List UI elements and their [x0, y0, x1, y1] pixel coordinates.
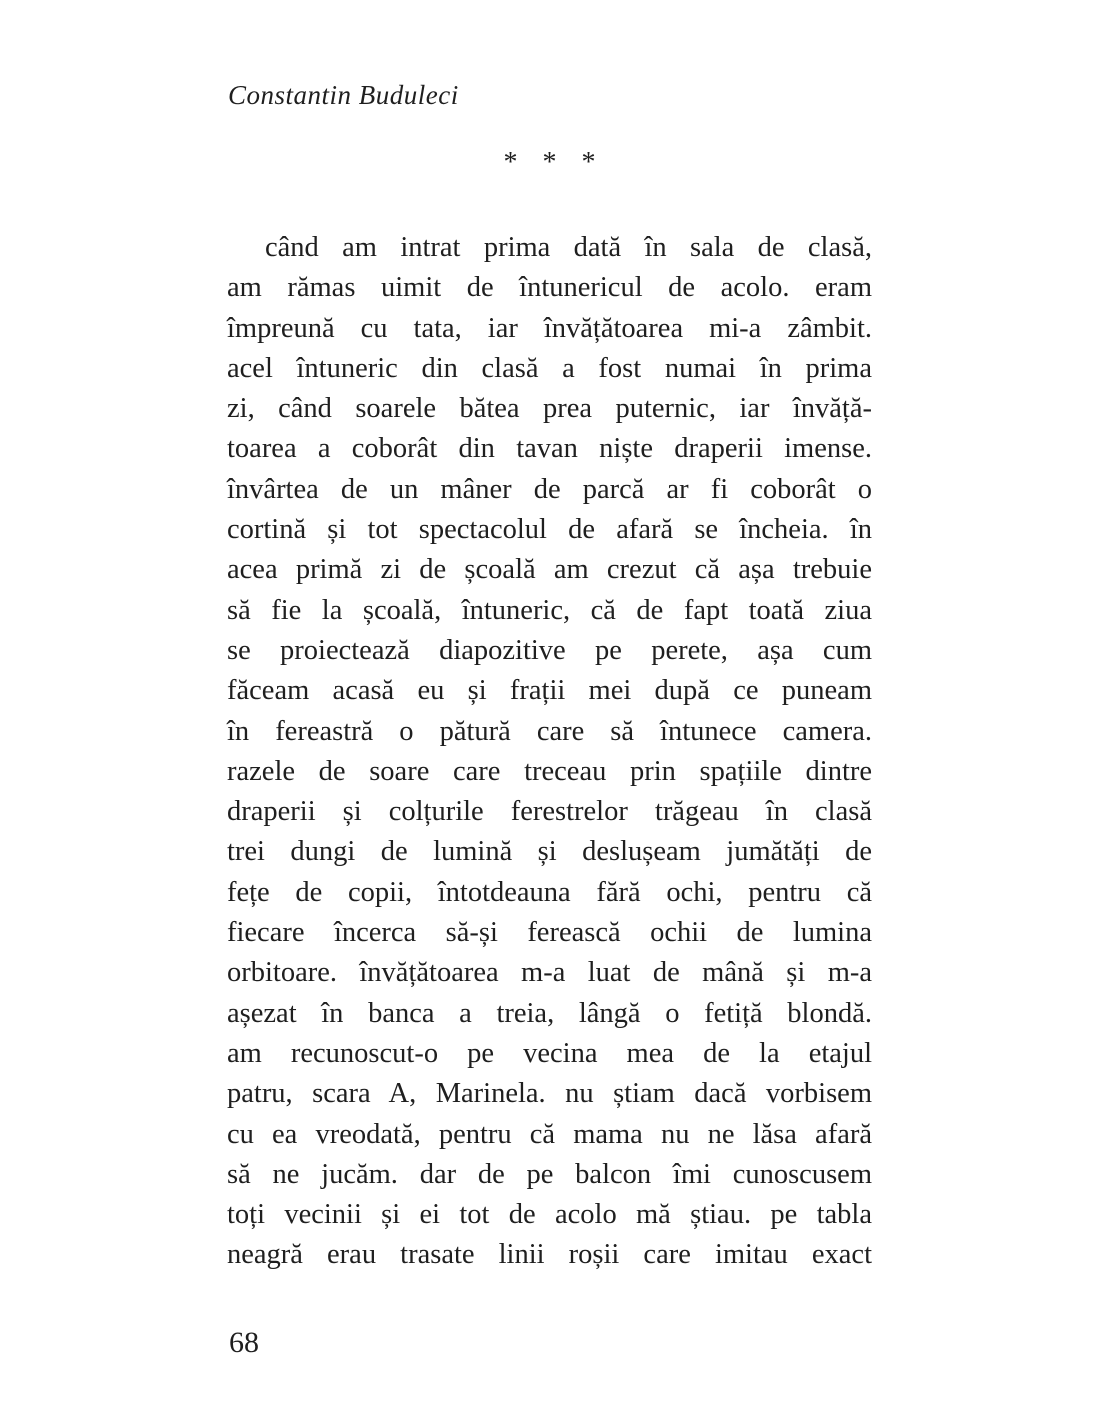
text-line: acea primă zi de școală am crezut că așa trebuie — [227, 554, 872, 586]
text-line: împreună cu tata, iar învățătoarea mi-a zâmbit. — [227, 312, 872, 344]
text-line: când am intrat prima dată în sala de clasă, — [265, 232, 872, 263]
text-line: cu ea vreodată, pentru că mama nu ne lăsa afară — [227, 1118, 872, 1150]
text-line: trei dungi de lumină și deslușeam jumătăți de — [227, 836, 872, 868]
text-line: se proiectează diapozitive pe perete, așa cum — [227, 634, 872, 666]
section-separator: * * * — [503, 147, 605, 178]
text-line: toți vecinii și ei tot de acolo mă știau. pe tabla — [227, 1199, 872, 1231]
text-line: făceam acasă eu și frații mei după ce puneam — [227, 675, 872, 707]
running-header: Constantin Buduleci — [228, 80, 459, 110]
text-line: să fie la școală, întuneric, că de fapt toată ziua — [227, 594, 872, 626]
text-line: acel întuneric din clasă a fost numai în prima — [227, 352, 872, 384]
text-line: patru, scara A, Marinela. nu știam dacă vorbisem — [227, 1078, 872, 1110]
text-line: am recunoscut-o pe vecina mea de la etajul — [227, 1037, 872, 1069]
text-line: cortină și tot spectacolul de afară se încheia. în — [227, 514, 872, 546]
text-line: fețe de copii, întotdeauna fără ochi, pentru că — [227, 876, 872, 908]
text-line: în fereastră o pătură care să întunece camera. — [227, 715, 872, 747]
text-line: toarea a coborât din tavan niște draperii imense. — [227, 433, 872, 465]
text-line: să ne jucăm. dar de pe balcon îmi cunoscusem — [227, 1158, 872, 1190]
text-line: am rămas uimit de întunericul de acolo. eram — [227, 272, 872, 304]
body-text — [227, 228, 872, 1276]
text-line: razele de soare care treceau prin spațiile dintre — [227, 755, 872, 787]
text-line: învârtea de un mâner de parcă ar fi coborât o — [227, 473, 872, 505]
text-line: așezat în banca a treia, lângă o fetiță blondă. — [227, 997, 872, 1029]
page-number: 68 — [229, 1326, 259, 1359]
text-line: zi, când soarele bătea prea puternic, iar învăță- — [227, 393, 872, 425]
text-line: draperii și colțurile ferestrelor trăgeau în clasă — [227, 796, 872, 828]
text-line: orbitoare. învățătoarea m-a luat de mână și m-a — [227, 957, 872, 989]
text-line: neagră erau trasate linii roșii care imitau exact — [227, 1239, 872, 1271]
text-line: fiecare încerca să-și ferească ochii de lumina — [227, 917, 872, 949]
